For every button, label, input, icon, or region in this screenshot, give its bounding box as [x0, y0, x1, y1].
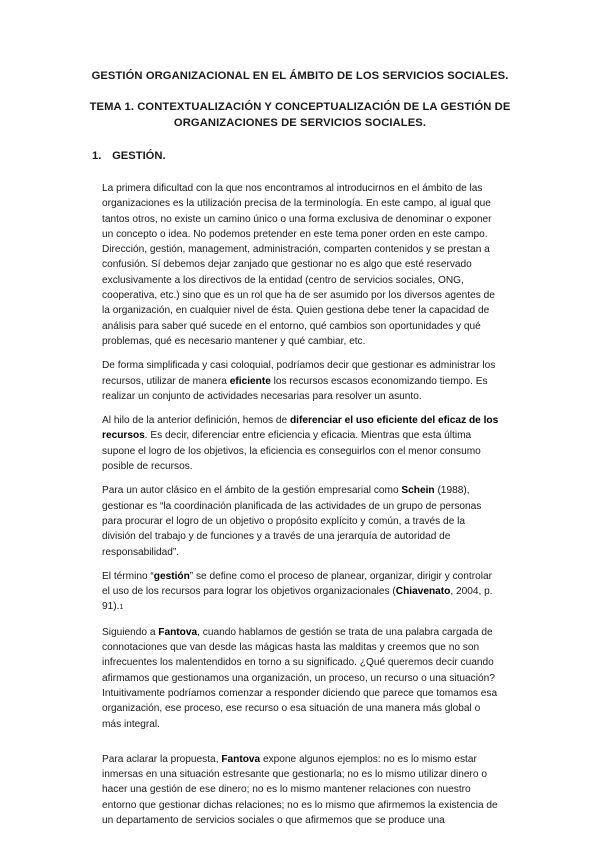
- text-run: Al hilo de la anterior definición, hemos de: [102, 415, 290, 427]
- paragraph-7: [102, 752, 500, 828]
- text-run: los recursos escasos economizando tiempo. Es realizar un conjunto de actividades necesarias para resolver un asunto.: [102, 375, 488, 402]
- paragraph-2: [102, 358, 500, 404]
- text-run: Siguiendo a: [102, 626, 159, 638]
- document-title: GESTIÓN ORGANIZACIONAL EN EL ÁMBITO DE LOS SERVICIOS SOCIALES.: [91, 70, 509, 82]
- section-title: GESTIÓN.: [112, 150, 166, 162]
- topic-title-line2: ORGANIZACIONES DE SERVICIOS SOCIALES.: [173, 117, 427, 129]
- section-heading: [92, 150, 166, 162]
- bold-term: Schein: [401, 485, 435, 497]
- topic-title: [60, 99, 540, 131]
- text-run: (1988), gestionar es “la coordinación planificada de las actividades de un grupo de personas para procurar el logro de un objetivo o propósito explícito y común, a través de la división del trabajo y de funciones y a través de una jerarquía de autoridad de responsabilidad”.: [102, 485, 482, 558]
- section-number: 1.: [92, 150, 102, 162]
- text-run: Para un autor clásico en el ámbito de la gestión empresarial como: [102, 485, 402, 497]
- bold-term: eficiente: [229, 375, 271, 387]
- text-run: expone algunos ejemplos: no es lo mismo estar inmersas en una situación estresante que gestionarla; no es lo mismo utilizar dinero o hacer una gestión de ese dinero; no es lo mismo mantener relaciones con nuestro entorno que gestionar dichas relaciones; no es lo mismo que afirmemos la existencia de un departamento de servicios sociales o que afirmemos que se produce una: [102, 753, 498, 826]
- text-run: Para aclarar la propuesta,: [102, 753, 222, 765]
- paragraph-6: [102, 625, 500, 732]
- body-text: [102, 181, 500, 837]
- text-run: ” se define como el proceso de planear, organizar, dirigir y controlar el uso de los recursos para lograr los objetivos organizacionales (: [102, 570, 493, 598]
- footnote-marker[interactable]: 1: [119, 604, 124, 612]
- topic-title-line1: TEMA 1. CONTEXTUALIZACIÓN Y CONCEPTUALIZACIÓN DE LA GESTIÓN DE: [89, 101, 511, 113]
- bold-term: gestión: [153, 570, 190, 582]
- text-run: El término “: [102, 570, 154, 582]
- bold-term: diferenciar el uso eficiente del eficaz de los recursos: [102, 415, 499, 442]
- bold-term: Fantova: [158, 626, 198, 638]
- text-run: De forma simplificada y casi coloquial, podríamos decir que gestionar es administrar los recursos, utilizar de manera: [102, 360, 496, 387]
- text-run: , cuando hablamos de gestión se trata de una palabra cargada de connotaciones que van desde las mágicas hasta las malditas y creemos que no son infrecuentes los malentendidos en torno a su significado. ¿Qué queremos decir cuando afirmamos que gestionamos una organización, un proceso, un recurso o una situación? Intuitivamente podríamos comenzar a responder diciendo que parece que tomamos esa organización, ese proceso, ese recurso o esa situación de una manera más global o más integral.: [102, 626, 498, 730]
- text-run: , 2004, p. 91).: [102, 586, 493, 613]
- paragraph-4: [102, 483, 500, 559]
- text-run: . Es decir, diferenciar entre eficiencia y eficacia. Mientras que esta última supone el logro de los objetivos, la eficiencia es conseguirlos con el menor consumo posible de recursos.: [102, 430, 481, 473]
- bold-term: Chiavenato: [395, 586, 451, 598]
- paragraph-3: [102, 413, 500, 474]
- paragraph-1: La primera dificultad con la que nos encontramos al introducirnos en el ámbito de las organizaciones es la utilización precisa de la terminología. En este campo, al igual que tantos otros, no existe un camino único o una forma exclusiva de denominar o exponer un concepto o idea. No podemos pretender en este tema poner orden en este campo. Dirección, gestión, management, administración, comparten contenidos y se prestan a confusión. Sí debemos dejar zanjado que gestionar no es algo que esté reservado exclusivamente a los directivos de la entidad (centro de servicios sociales, ONG, cooperativa, etc.) sino que es un rol que ha de ser asumido por los diversos agentes de la organización, en cualquier nivel de ésta. Quien gestiona debe tener la capacidad de análisis para saber qué sucede en el entorno, qué cambios son oportunidades y qué problemas, qué es necesario mantener y qué cambiar, etc.: [102, 183, 495, 347]
- bold-term: Fantova: [221, 753, 261, 765]
- paragraph-5: [102, 569, 500, 616]
